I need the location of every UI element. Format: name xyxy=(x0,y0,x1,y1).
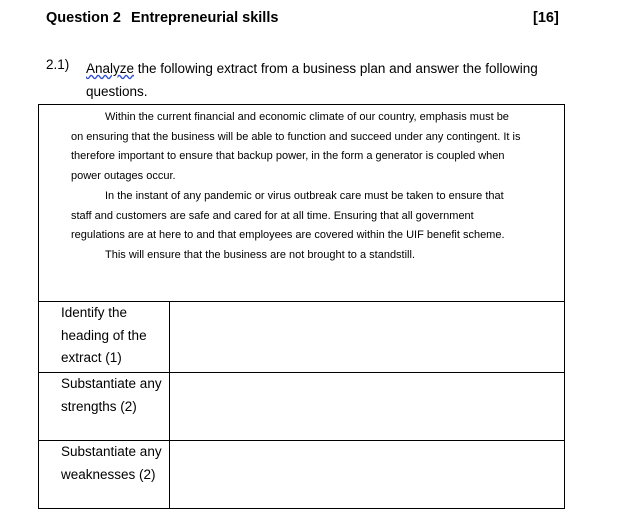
question-total-marks: [16] xyxy=(533,10,559,26)
answer-table xyxy=(38,301,565,509)
business-plan-extract xyxy=(38,104,565,302)
subquestion-number: 2.1) xyxy=(46,57,70,72)
extract-paragraph: This will ensure that the business are not brought to a standstill. xyxy=(105,248,416,261)
question-heading xyxy=(46,10,278,26)
answer-cell[interactable] xyxy=(169,441,564,509)
question-prompt-cell: Substantiate any weaknesses (2) xyxy=(39,441,170,509)
question-prompt-cell: Substantiate any strengths (2) xyxy=(39,373,170,441)
instruction-text: the following extract from a business plan and answer the following questions. xyxy=(86,61,538,99)
table-row xyxy=(39,302,565,373)
question-topic: Entrepreneurial skills xyxy=(130,10,279,26)
extract-paragraph: In the instant of any pandemic or virus outbreak care must be taken to ensure that staff and customers are safe and cared for at all time. Ensuring that all government regulations are at here to and that employees are covered within the UIF benefit scheme. xyxy=(71,189,505,242)
extract-paragraph: Within the current financial and economic climate of our country, emphasis must be on ensuring that the business will be able to function and succeed under any contingent. It is therefore important to ensure that backup power, in the form a generator is coupled when power outages occur. xyxy=(71,111,521,183)
question-number: Question 2 xyxy=(46,10,121,26)
question-prompt-cell: Identify the heading of the extract (1) xyxy=(39,302,170,373)
subquestion-instruction xyxy=(86,57,546,103)
answer-cell[interactable] xyxy=(169,302,564,373)
instruction-verb: Analyze xyxy=(86,61,135,76)
table-row xyxy=(39,373,565,441)
answer-cell[interactable] xyxy=(169,373,564,441)
table-row xyxy=(39,441,565,509)
extract-body xyxy=(71,108,523,266)
